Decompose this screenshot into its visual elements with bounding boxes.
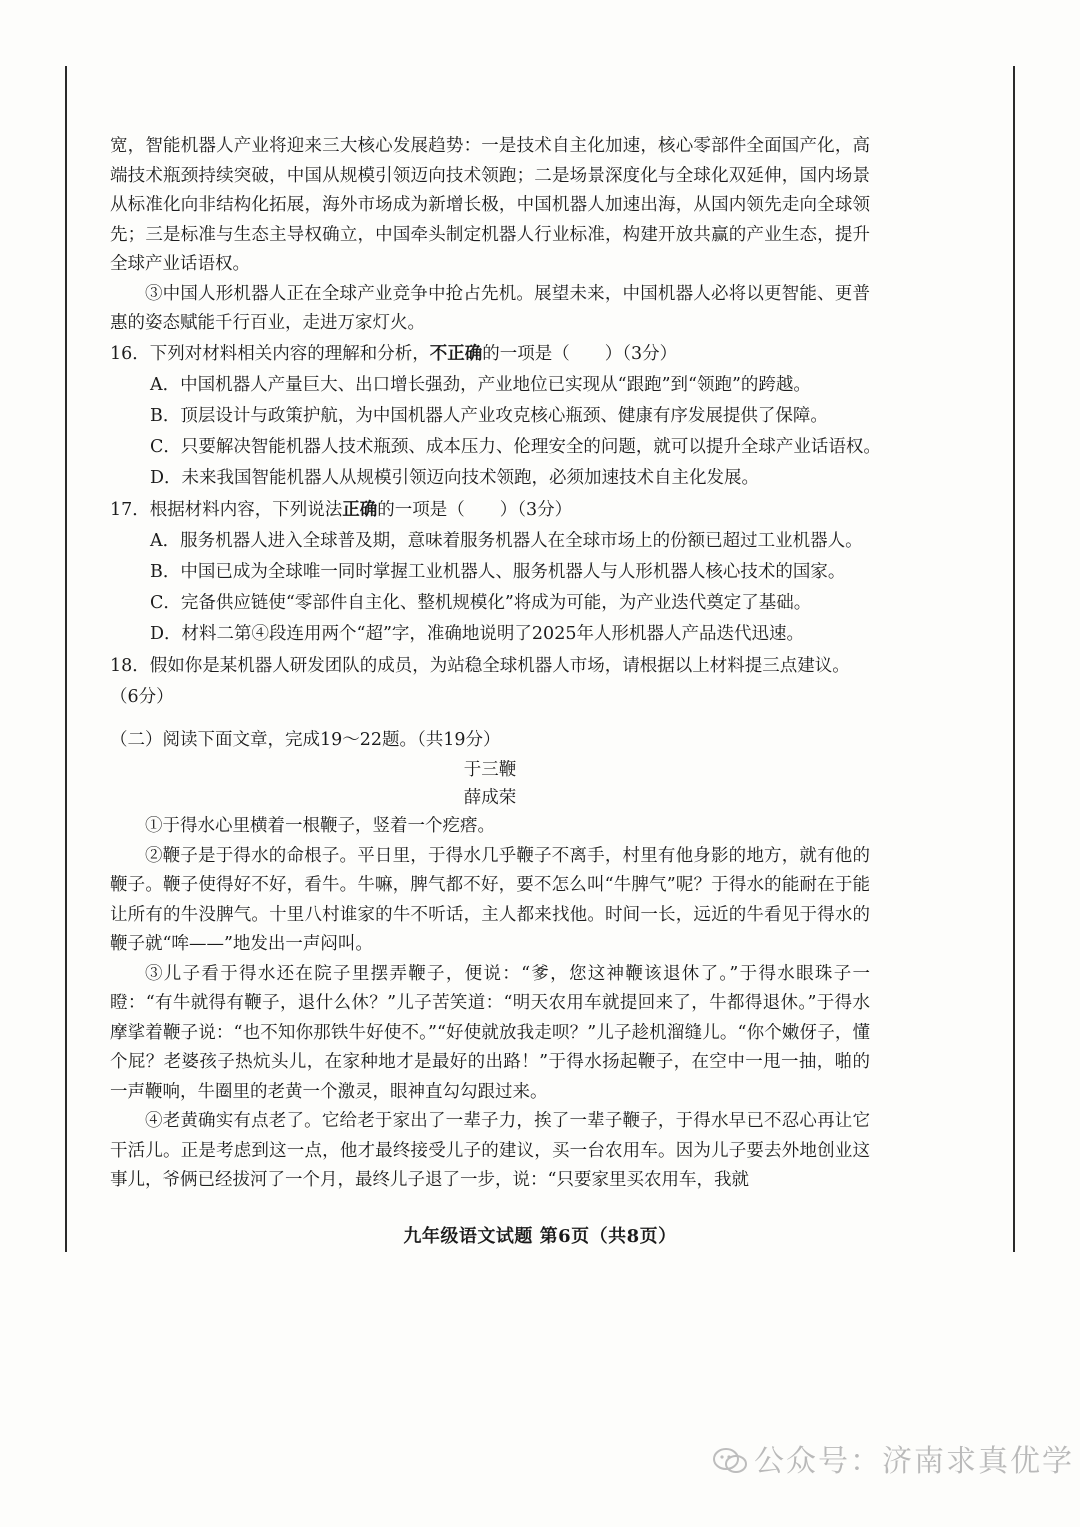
question-18 — [110, 651, 870, 713]
binding-margin-line-left — [65, 66, 67, 1252]
answer-option: A．服务机器人进入全球普及期，意味着服务机器人在全球市场上的份额已超过工业机器人。 — [150, 530, 863, 551]
question-stem: 16．下列对材料相关内容的理解和分析，不正确的一项是（ ）（3分） — [110, 343, 678, 364]
article-author: 薛成荣 — [463, 788, 517, 809]
question-16 — [110, 339, 881, 495]
page-footer: 九年级语文试题 第6页（共8页） — [403, 1226, 677, 1247]
article-paragraph: ②鞭子是于得水的命根子。平日里，于得水几乎鞭子不离手，村里有他身影的地方，就有他的鞭子。鞭子使得好不好，看牛。牛嘛，脾气都不好，要不怎么叫“牛脾气”呢？于得水的能耐在于能让所有的牛没脾气。十里八村谁家的牛不听话，主人都来找他。时间一长，远近的牛看见于得水的鞭子就“哞——”地发出一声闷叫。 — [110, 845, 870, 955]
answer-option: C．只要解决智能机器人技术瓶颈、成本压力、伦理安全的问题，就可以提升全球产业话语权。 — [150, 437, 881, 458]
article-paragraph: ①于得水心里横着一根鞭子，竖着一个疙瘩。 — [145, 816, 495, 837]
watermark-text: 公众号：济南求真优学 — [754, 1444, 1074, 1479]
watermark — [712, 1436, 1074, 1480]
material-paragraph: ③中国人形机器人正在全球产业竞争中抢占先机。展望未来，中国机器人必将以更智能、更普惠的姿态赋能千行百业，走进万家灯火。 — [110, 283, 870, 333]
binding-margin-line-right — [1013, 66, 1015, 1252]
question-stem: 17．根据材料内容，下列说法正确的一项是（ ）（3分） — [110, 499, 573, 520]
article-paragraph: ④老黄确实有点老了。它给老于家出了一辈子力，挨了一辈子鞭子，于得水早已不忍心再让它干活儿。正是考虑到这一点，他才最终接受儿子的建议，买一台农用车。因为儿子要去外地创业这事儿，爷俩已经拔河了一个月，最终儿子退了一步，说：“只要家里买农用车，我就 — [110, 1111, 870, 1191]
question-stem: 18．假如你是某机器人研发团队的成员，为站稳全球机器人市场，请根据以上材料提三点建议。 — [110, 655, 850, 676]
answer-option: D．未来我国智能机器人从规模引领迈向技术领跑，必须加速技术自主化发展。 — [150, 468, 760, 489]
answer-option: B．顶层设计与政策护航，为中国机器人产业攻克核心瓶颈、健康有序发展提供了保障。 — [150, 405, 828, 426]
exam-page-body — [110, 132, 881, 1196]
answer-option: C．完备供应链使“零部件自主化、整机规模化”将成为可能，为产业迭代奠定了基础。 — [150, 593, 812, 614]
question-17 — [110, 495, 870, 651]
question-score: （6分） — [110, 686, 174, 707]
answer-option: B．中国已成为全球唯一同时掌握工业机器人、服务机器人与人形机器人核心技术的国家。 — [150, 561, 846, 582]
section-heading: （二）阅读下面文章，完成19～22题。（共19分） — [110, 729, 501, 750]
wechat-icon — [712, 1447, 748, 1475]
answer-option: A．中国机器人产量巨大、出口增长强劲，产业地位已实现从“跟跑”到“领跑”的跨越。 — [150, 374, 811, 395]
article-title: 于三鞭 — [463, 760, 517, 781]
article-paragraph: ③儿子看于得水还在院子里摆弄鞭子，便说：“爹，您这神鞭该退休了。”于得水眼珠子一瞪：“有牛就得有鞭子，退什么休？”儿子苦笑道：“明天农用车就提回来了，牛都得退休。”于得水摩挲着鞭子说：“也不知你那铁牛好使不。”“好使就放我走呗？”儿子趁机溜缝儿。“你个嫩伢子，懂个屁？老婆孩子热炕头儿，在家种地才是最好的出路！”于得水扬起鞭子，在空中一甩一抽，啪的一声鞭响，牛圈里的老黄一个激灵，眼神直勾勾跟过来。 — [110, 963, 870, 1102]
material-paragraph: 宽，智能机器人产业将迎来三大核心发展趋势：一是技术自主化加速，核心零部件全面国产化，高端技术瓶颈持续突破，中国从规模引领迈向技术领跑；二是场景深度化与全球化双延伸，国内场景从标准化向非结构化拓展，海外市场成为新增长极，中国机器人加速出海，从国内领先走向全球领先；三是标准与生态主导权确立，中国牵头制定机器人行业标准，构建开放共赢的产业生态，提升全球产业话语权。 — [110, 136, 870, 274]
answer-option: D．材料二第④段连用两个“超”字，准确地说明了2025年人形机器人产品迭代迅速。 — [150, 624, 804, 645]
